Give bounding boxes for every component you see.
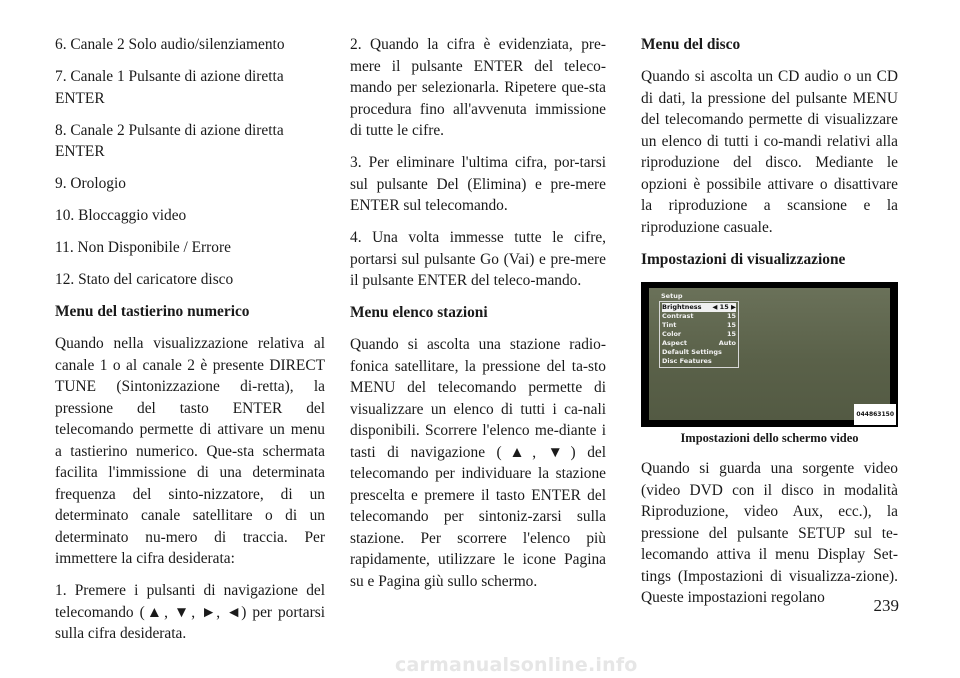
- menu-row-color: Color 15: [662, 330, 736, 338]
- list-item: 10. Bloccaggio video: [55, 207, 187, 224]
- figure-caption: Impostazioni dello schermo video: [680, 431, 859, 445]
- paragraph: Quando si guarda una sorgente video (video DVD con il disco in modalità Riproduzione, video Aux, ecc.), la pressione del pulsante SETUP sul te-lecomando attiva il menu Display Set-tings (Impostazioni di visualizza-zione). Queste impostazioni regolano: [641, 460, 898, 606]
- step-1: 1. Premere i pulsanti di navigazione del telecomando (▲, ▼, ►, ◄) per portarsi sulla cifra desiderata.: [55, 582, 325, 642]
- step-4: 4. Una volta immesse tutte le cifre, portarsi sul pulsante Go (Vai) e pre-mere il pulsante ENTER del teleco-mando.: [350, 229, 606, 289]
- video-screen: [649, 288, 890, 420]
- list-item: 8. Canale 2 Pulsante di azione diretta ENTER: [55, 121, 284, 160]
- menu-row-default-settings: Default Settings: [662, 348, 722, 356]
- paragraph: Quando si ascolta un CD audio o un CD di dati, la pressione del pulsante MENU del telecomando permette di visualizzare un elenco di tutti i co-mandi relativi alla riproduzione del disco. Mediante le opzioni è possibile attivare o disattivare la riproduzione a scansione e la riproduzione casuale.: [641, 68, 898, 236]
- menu-row-tint: Tint 15: [662, 321, 736, 329]
- section-heading-keypad: Menu del tastierino numerico: [55, 303, 250, 320]
- list-item: 9. Orologio: [55, 175, 126, 192]
- column-middle: [350, 34, 606, 603]
- list-item: 7. Canale 1 Pulsante di azione diretta ENTER: [55, 68, 284, 107]
- section-heading-display-settings: Impostazioni di visualizzazione: [641, 250, 846, 268]
- column-left: [55, 34, 325, 655]
- page-number: 239: [873, 596, 899, 615]
- watermark: carmanualsonline.info: [395, 654, 638, 676]
- list-item: 12. Stato del caricatore disco: [55, 271, 234, 288]
- section-heading-station-list: Menu elenco stazioni: [350, 304, 488, 321]
- setup-menu-title: Setup: [661, 292, 683, 300]
- video-settings-figure: [641, 282, 898, 427]
- section-heading-disc-menu: Menu del disco: [641, 36, 741, 53]
- step-2: 2. Quando la cifra è evidenziata, pre-mere il pulsante ENTER del teleco-mando per selezionarla. Ripetere que-sta procedura fino all'avvenuta immissione di tutte le cifre.: [350, 36, 606, 139]
- list-item: 11. Non Disponibile / Errore: [55, 239, 231, 256]
- step-3: 3. Per eliminare l'ultima cifra, por-tarsi sul pulsante Del (Elimina) e pre-mere ENTER sul telecomando.: [350, 154, 606, 214]
- menu-row-aspect: Aspect Auto: [662, 339, 736, 347]
- menu-row-disc-features: Disc Features: [662, 357, 712, 365]
- list-item: 6. Canale 2 Solo audio/silenziamento: [55, 36, 285, 53]
- setup-menu-box: [659, 301, 739, 368]
- paragraph: Quando nella visualizzazione relativa al canale 1 o al canale 2 è presente DIRECT TUNE (Sintonizzazione di-retta), la pressione del tasto ENTER del telecomando permette di attivare un menu a tastierino numerico. Que-sta schermata facilita l'immissione di una determinata frequenza del sinto-nizzatore, di un determinato canale satellitare o di un determinato nu-mero di traccia. Per immettere la cifra desiderata:: [55, 335, 325, 567]
- paragraph: Quando si ascolta una stazione radio-fonica satellitare, la pressione del ta-sto MENU del telecomando permette di visualizzare un elenco di tutti i ca-nali disponibili. Scorrere l'elenco me-diante i tasti di navigazione (▲, ▼) del telecomando per individuare la stazione prescelta e premere il tasto ENTER del telecomando per sintoniz-zarsi sulla stazione. Per scorrere l'elenco più rapidamente, utilizzare le icone Pagina su e Pagina giù sullo schermo.: [350, 336, 606, 590]
- column-right: [641, 34, 898, 619]
- figure-code: 044863150: [854, 404, 896, 426]
- menu-row-brightness: Brightness ◀ 15 ▶: [662, 303, 736, 311]
- setup-menu: [659, 292, 739, 368]
- menu-row-contrast: Contrast 15: [662, 312, 736, 320]
